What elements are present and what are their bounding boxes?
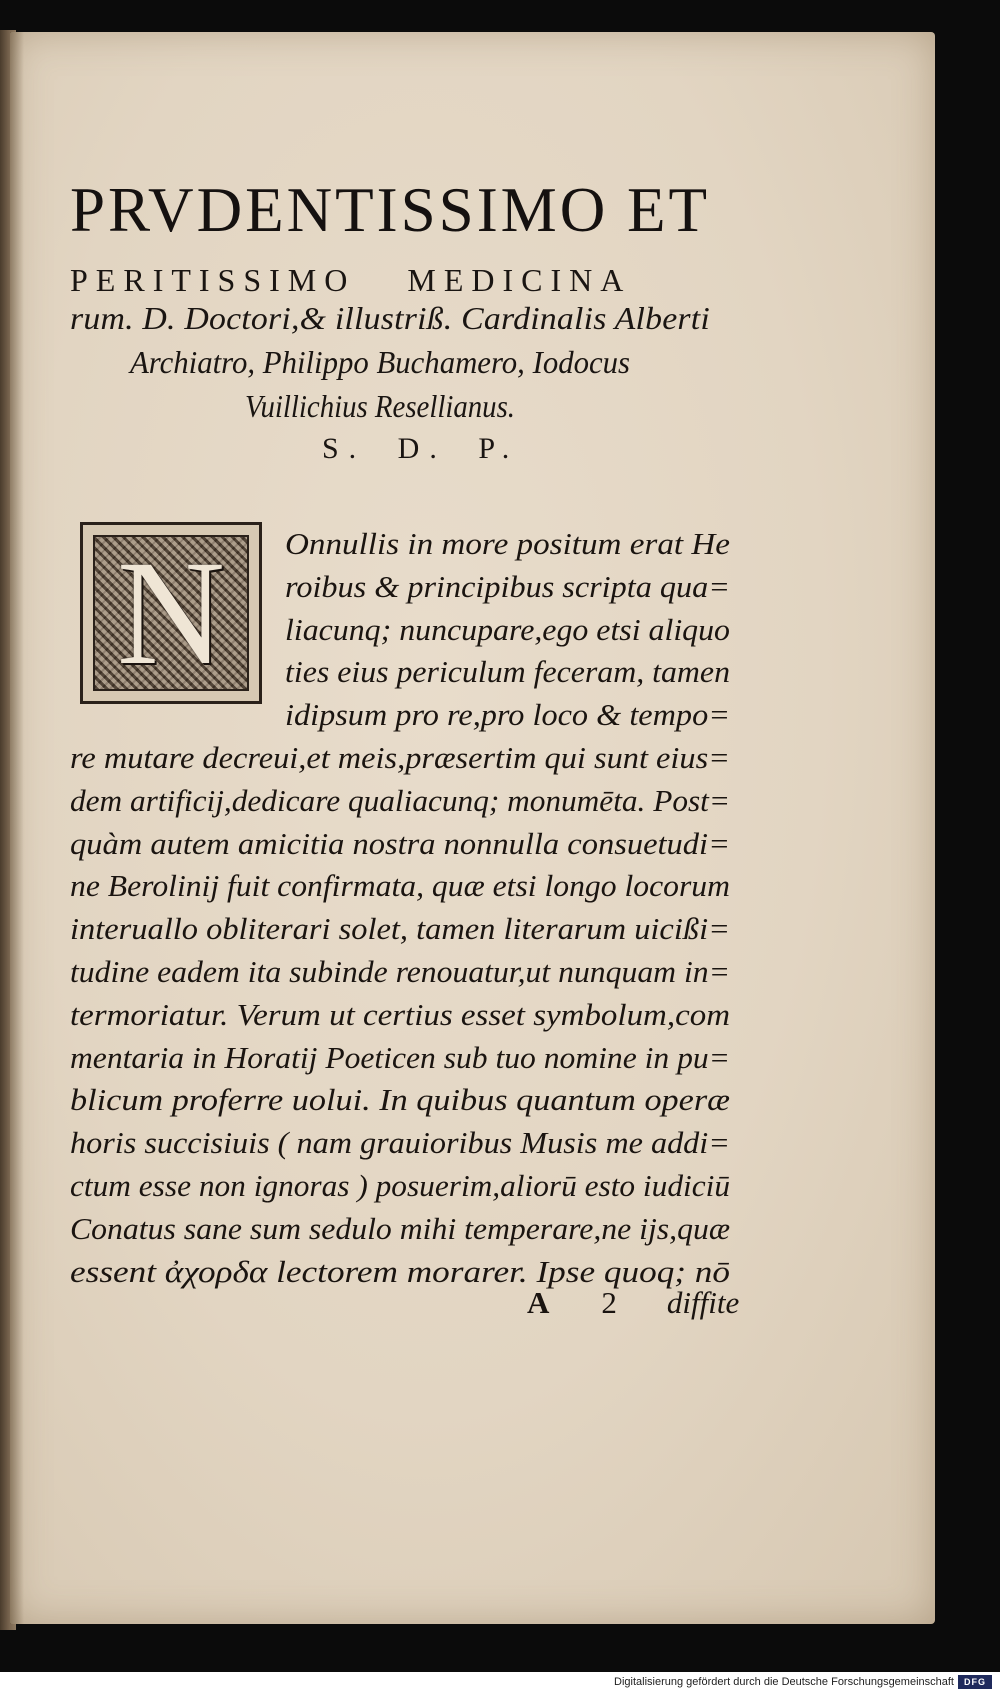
- body-text-line: roibus & principibus scripta qua=: [285, 568, 730, 604]
- body-text-line: liacunq; nuncupare,ego etsi aliquo: [285, 611, 730, 647]
- dedication-line-1: rum. D. Doctori,& illustriß. Cardinalis Alberti: [70, 300, 710, 336]
- body-text-line: blicum proferre uolui. In quibus quantum operæ: [70, 1082, 730, 1118]
- body-text-line: dem artificij,dedicare qualiacunq; monumēta. Post=: [70, 782, 730, 818]
- initial-woodcut: [93, 530, 249, 696]
- body-text-line: quàm autem amicitia nostra nonnulla consuetudi=: [70, 825, 730, 861]
- body-text-line: termoriatur. Verum ut certius esset symbolum,com: [70, 996, 730, 1032]
- dedication-line-2: Archiatro, Philippo Buchamero, Iodocus: [130, 344, 630, 380]
- dedication-line-3: Vuillichius Resellianus.: [245, 388, 515, 424]
- body-text-line: interuallo obliterari solet, tamen literarum uicißi=: [70, 911, 730, 947]
- signature-line: [527, 1285, 739, 1321]
- body-text-line: horis succisiuis ( nam grauioribus Musis me addi=: [70, 1125, 730, 1161]
- body-text-line: Conatus sane sum sedulo mihi temperare,ne ijs,quæ: [70, 1210, 730, 1246]
- dfg-logo-icon: DFG: [958, 1675, 992, 1689]
- body-text-line: idipsum pro re,pro loco & tempo=: [285, 697, 730, 733]
- title-main: PRVDENTISSIMO ET: [70, 174, 710, 245]
- body-text-line: ties eius periculum feceram, tamen: [285, 654, 730, 690]
- salutation: S. D. P.: [322, 432, 520, 465]
- body-text-line: ctum esse non ignoras ) posuerim,aliorū esto iudiciū: [70, 1168, 730, 1203]
- body-text-line: essent ἀχορδα lectorem morarer. Ipse quoq; nō: [70, 1253, 730, 1289]
- body-text-line: ne Berolinij fuit confirmata, quæ etsi longo locorum: [70, 868, 730, 904]
- body-text-line: tudine eadem ita subinde renouatur,ut nunquam in=: [70, 954, 730, 989]
- body-text-line: re mutare decreui,et meis,præsertim qui sunt eius=: [70, 740, 730, 775]
- body-text-line: Onnullis in more positum erat He: [285, 526, 730, 561]
- title-subtitle: PERITISSIMO MEDICINA: [70, 262, 632, 298]
- ornamental-initial-n-icon: [80, 522, 262, 704]
- footer-credit: Digitalisierung gefördert durch die Deutsche Forschungsgemeinschaft: [614, 1676, 954, 1688]
- catchword: diffite: [666, 1285, 740, 1320]
- signature-mark: A: [527, 1285, 550, 1320]
- signature-number: 2: [601, 1285, 617, 1320]
- initial-letter: N: [116, 530, 226, 696]
- page-gutter-shadow: [10, 32, 24, 1624]
- body-text-line: mentaria in Horatij Poeticen sub tuo nomine in pu=: [70, 1039, 730, 1075]
